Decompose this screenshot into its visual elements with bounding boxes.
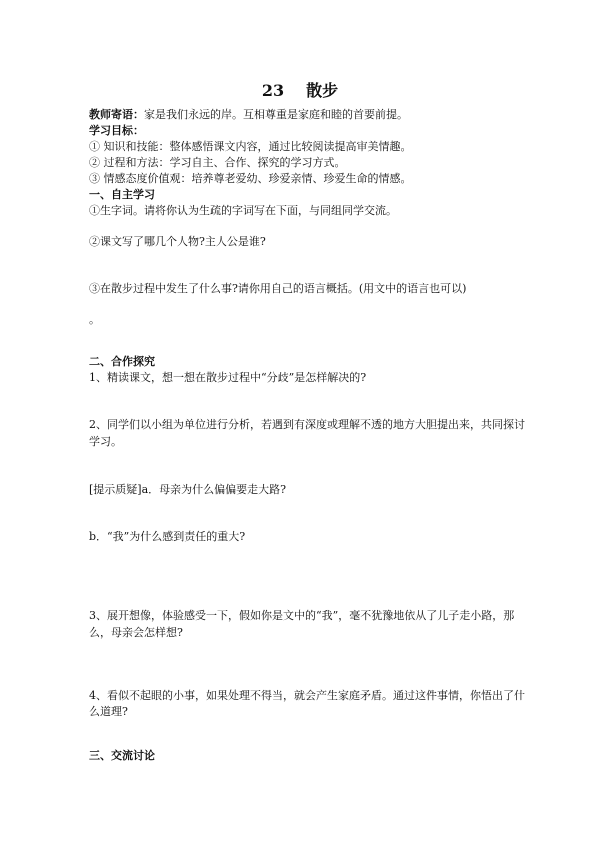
question-imagine-cont: 么，母亲会怎样想?: [89, 626, 183, 639]
section-heading-discussion: 三、交流讨论: [89, 749, 155, 762]
page-title: [0, 78, 600, 101]
question-group-analysis: 2、同学们以小组为单位进行分析，若遇到有深度或理解不透的地方大胆提出来，共同探讨: [89, 418, 525, 431]
section-heading-cooperative: 二、合作探究: [89, 355, 155, 368]
lesson-title: 散步: [306, 81, 339, 100]
goal-item: ③ 情感态度价值观：培养尊老爱幼、珍爱亲情、珍爱生命的情感。: [89, 172, 412, 185]
stray-dot: 。: [89, 313, 100, 326]
hint-question-a: [提示质疑]a．母亲为什么偏偏要走大路?: [89, 483, 287, 496]
section-heading-self-study: 一、自主学习: [89, 188, 155, 201]
goals-heading: 学习目标：: [89, 124, 144, 137]
teacher-note: [89, 107, 408, 122]
teacher-note-text: 家是我们永远的岸。互相尊重是家庭和睦的首要前提。: [144, 108, 408, 121]
question-vocabulary: ①生字词。请将你认为生疏的字词写在下面，与同组同学交流。: [89, 204, 397, 217]
hint-question-b: b．“我”为什么感到责任的重大?: [89, 530, 246, 543]
goal-item: ② 过程和方法：学习自主、合作、探究的学习方式。: [89, 156, 346, 169]
question-imagine: 3、展开想像，体验感受一下，假如你是文中的“我”，毫不犹豫地依从了儿子走小路，那: [89, 609, 515, 622]
question-lesson: 4、看似不起眼的小事，如果处理不得当，就会产生家庭矛盾。通过这件事情，你悟出了什: [89, 689, 525, 702]
goal-item: ① 知识和技能：整体感悟课文内容，通过比较阅读提高审美情趣。: [89, 140, 412, 153]
lesson-number: 23: [261, 81, 285, 100]
question-disagreement: 1、精读课文，想一想在散步过程中“分歧”是怎样解决的?: [89, 371, 367, 384]
question-lesson-cont: 么道理?: [89, 705, 128, 718]
question-group-analysis-cont: 学习。: [89, 435, 122, 448]
question-characters: ②课文写了哪几个人物?主人公是谁?: [89, 235, 266, 248]
teacher-note-label: 教师寄语：: [89, 108, 144, 121]
question-summary: ③在散步过程中发生了什么事?请你用自己的语言概括。(用文中的语言也可以): [89, 282, 467, 295]
